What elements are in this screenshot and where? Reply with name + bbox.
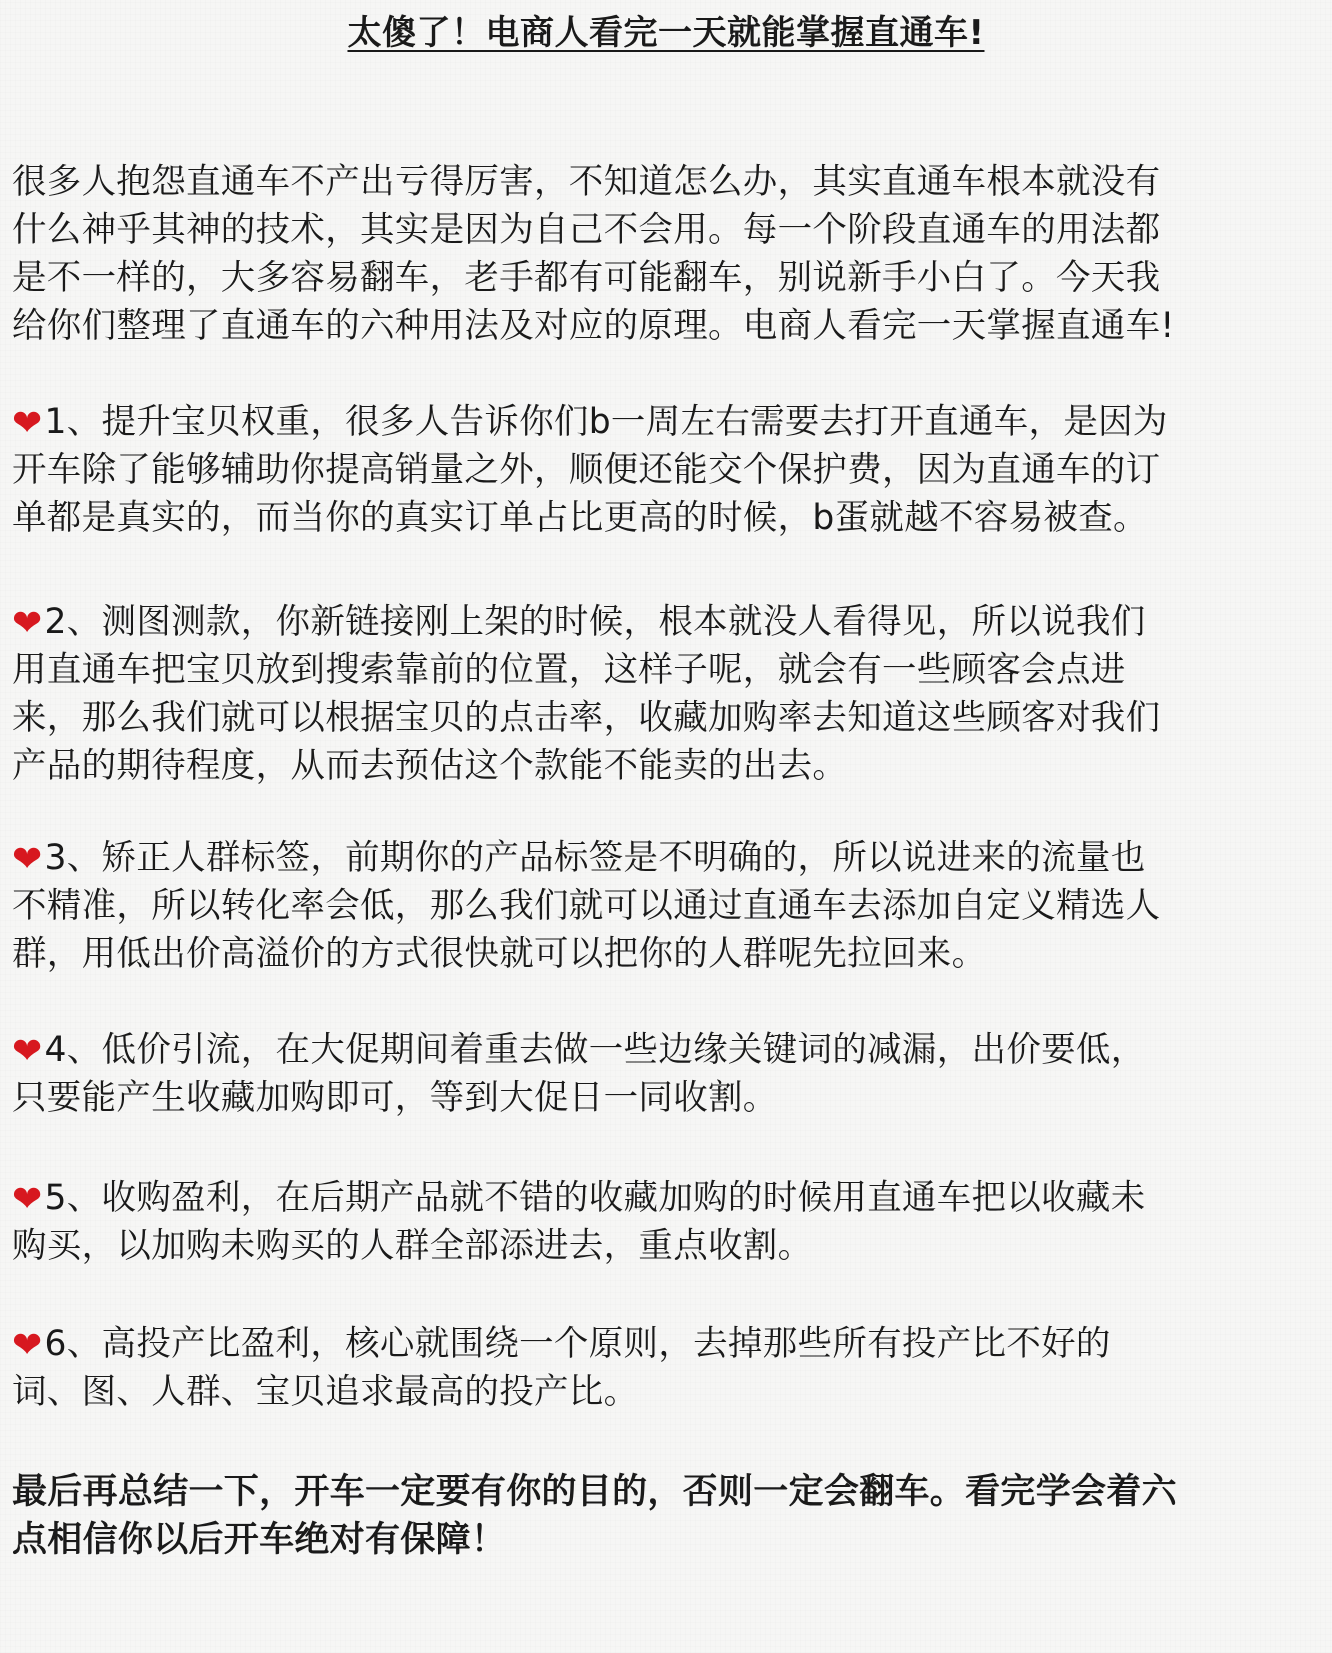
text-line: 给你们整理了直通车的六种用法及对应的原理。电商人看完一天掌握直通车! <box>12 306 1175 346</box>
text-line: 什么神乎其神的技术，其实是因为自己不会用。每一个阶段直通车的用法都 <box>12 210 1161 250</box>
point-1-paragraph <box>12 398 1324 542</box>
text-line: 是不一样的，大多容易翻车，老手都有可能翻车，别说新手小白了。今天我 <box>12 258 1161 298</box>
text-line: 1、提升宝贝权重，很多人告诉你们b一周左右需要去打开直通车，是因为 <box>44 402 1168 442</box>
text-line: 购买，以加购未购买的人群全部添进去，重点收割。 <box>12 1226 813 1266</box>
point-6-paragraph <box>12 1320 1324 1416</box>
text-line: 群，用低出价高溢价的方式很快就可以把你的人群呢先拉回来。 <box>12 934 987 974</box>
text-line: 很多人抱怨直通车不产出亏得厉害，不知道怎么办，其实直通车根本就没有 <box>12 162 1161 202</box>
text-line: 3、矫正人群标签，前期你的产品标签是不明确的，所以说进来的流量也 <box>44 838 1146 878</box>
point-3-paragraph <box>12 834 1324 978</box>
heart-icon: ❤ <box>12 1031 43 1072</box>
text-line: 最后再总结一下，开车一定要有你的目的，否则一定会翻车。看完学会着六 <box>12 1472 1177 1512</box>
text-line: 只要能产生收藏加购即可，等到大促日一同收割。 <box>12 1078 778 1118</box>
text-line: 用直通车把宝贝放到搜索靠前的位置，这样子呢，就会有一些顾客会点进 <box>12 650 1126 690</box>
text-line: 2、测图测款，你新链接刚上架的时候，根本就没人看得见，所以说我们 <box>44 602 1146 642</box>
text-line: 单都是真实的，而当你的真实订单占比更高的时候，b蛋就越不容易被查。 <box>12 498 1148 538</box>
intro-paragraph <box>12 158 1324 350</box>
text-line: 来，那么我们就可以根据宝贝的点击率，收藏加购率去知道这些顾客对我们 <box>12 698 1161 738</box>
heart-icon: ❤ <box>12 403 43 444</box>
page-title-text: 太傻了！电商人看完一天就能掌握直通车! <box>347 13 985 53</box>
heart-icon: ❤ <box>12 1179 43 1220</box>
text-line: 5、收购盈利，在后期产品就不错的收藏加购的时候用直通车把以收藏未 <box>44 1178 1146 1218</box>
point-5-paragraph <box>12 1174 1324 1270</box>
conclusion-paragraph <box>12 1468 1324 1564</box>
point-2-paragraph <box>12 598 1324 790</box>
text-line: 4、低价引流，在大促期间着重去做一些边缘关键词的减漏，出价要低， <box>44 1030 1146 1070</box>
point-4-paragraph <box>12 1026 1324 1122</box>
heart-icon: ❤ <box>12 839 43 880</box>
text-line: 词、图、人群、宝贝追求最高的投产比。 <box>12 1372 639 1412</box>
text-line: 开车除了能够辅助你提高销量之外，顺便还能交个保护费，因为直通车的订 <box>12 450 1161 490</box>
text-line: 不精准，所以转化率会低，那么我们就可以通过直通车去添加自定义精选人 <box>12 886 1161 926</box>
heart-icon: ❤ <box>12 603 43 644</box>
text-line: 产品的期待程度，从而去预估这个款能不能卖的出去。 <box>12 746 848 786</box>
page-title <box>0 8 1332 58</box>
heart-icon: ❤ <box>12 1325 43 1366</box>
text-line: 6、高投产比盈利，核心就围绕一个原则，去掉那些所有投产比不好的 <box>44 1324 1111 1364</box>
text-line: 点相信你以后开车绝对有保障！ <box>12 1520 507 1560</box>
